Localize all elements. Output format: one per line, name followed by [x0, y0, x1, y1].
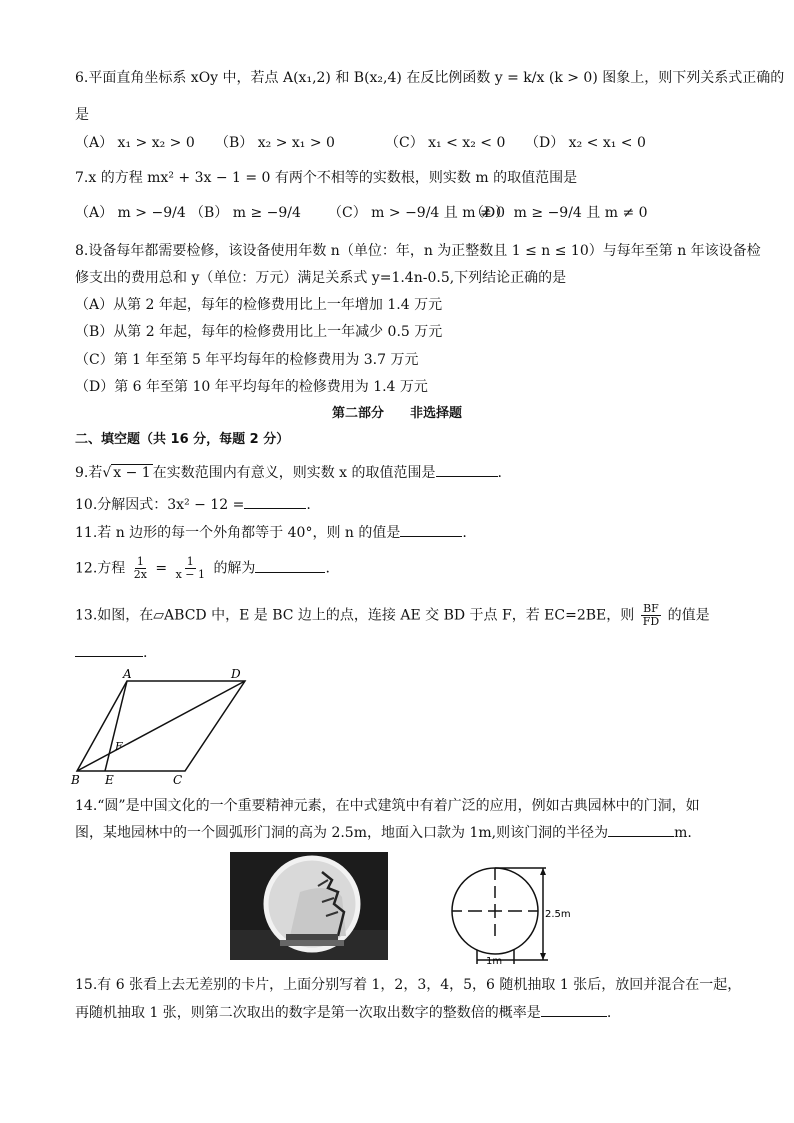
q13-fraction: $\frac{BF}{FD}$ — [642, 602, 660, 628]
q13-parallelogram-figure — [65, 668, 265, 788]
q13-answer-line: . — [75, 642, 734, 663]
q13-stem: 13.如图，在▱ABCD 中，E 是 BC 边上的点，连接 AE 交 BD 于点 F，若 EC=2BE，则 $\frac{BF}{FD}$ 的值是 — [75, 602, 710, 628]
q13-label-a: A — [123, 667, 132, 681]
q13-answer-blank[interactable] — [75, 642, 143, 657]
q6-option-c: （C） x₁ < x₂ < 0 — [385, 135, 506, 151]
q6-option-b: （B） x₂ > x₁ > 0 — [215, 135, 335, 151]
q14-moon-gate-photo — [230, 852, 388, 960]
q9-answer-blank[interactable] — [436, 462, 498, 477]
q10-answer-blank[interactable] — [244, 494, 306, 509]
fill-in-heading: 二、填空题（共 16 分，每题 2 分） — [75, 432, 290, 447]
q7-option-a: （A） m > −9/4 — [75, 205, 186, 221]
q13-label-b: B — [71, 773, 80, 787]
q6-option-d: （D） x₂ < x₁ < 0 — [525, 135, 646, 151]
q8-option-d: （D）第 6 年至第 10 年平均每年的检修费用为 1.4 万元 — [75, 379, 428, 395]
q13-label-c: C — [173, 773, 183, 787]
q14-width-label: 1m — [486, 956, 503, 967]
q14-circle-diagram — [448, 860, 571, 970]
q7-option-c: （C） m > −9/4 且 m ≠ 0 — [328, 205, 506, 221]
q8-option-b: （B）从第 2 年起，每年的检修费用比上一年减少 0.5 万元 — [75, 324, 443, 340]
q8-option-c: （C）第 1 年至第 5 年平均每年的检修费用为 3.7 万元 — [75, 352, 419, 368]
q7-option-d: （D） m ≥ −9/4 且 m ≠ 0 — [470, 205, 648, 221]
q13-label-e: E — [105, 773, 114, 787]
q11-stem: 11.若 n 边形的每一个外角都等于 40°，则 n 的值是 . — [75, 522, 734, 543]
q12-fraction-left: $\frac{1}{2x}$ — [133, 555, 147, 581]
q14-stem-line1: 14.“圆”是中国文化的一个重要精神元素，在中式建筑中有着广泛的应用，例如古典园林中的门洞，如 — [75, 798, 700, 814]
q7-option-b: （B） m ≥ −9/4 — [190, 205, 301, 221]
q14-stem-line2: 图，某地园林中的一个圆弧形门洞的高为 2.5m，地面入口款为 1m,则该门洞的半径为 m. — [75, 822, 734, 843]
q8-stem-line1: 8.设备每年都需要检修，该设备使用年数 n（单位：年，n 为正整数且 1 ≤ n ≤ 10）与每年至第 n 年该设备检 — [75, 243, 761, 259]
q9-radicand: x − 1 — [113, 465, 151, 481]
q14-answer-blank[interactable] — [608, 822, 674, 837]
q12-stem: 12.方程 $\frac{1}{2x}$ = $\frac{1}{x - 1}$ 的解为 . — [75, 555, 330, 581]
q14-height-label: 2.5m — [545, 909, 571, 920]
q15-stem-line1: 15.有 6 张看上去无差别的卡片，上面分别写着 1，2，3，4，5，6 随机抽取 1 张后，放回并混合在一起， — [75, 977, 742, 993]
q6-stem-cont: 是 — [75, 107, 89, 123]
q12-answer-blank[interactable] — [255, 558, 325, 573]
q9-stem: 9.若√ x − 1 在实数范围内有意义，则实数 x 的取值范围是 . — [75, 462, 734, 483]
q7-stem: 7.x 的方程 mx² + 3x − 1 = 0 有两个不相等的实数根，则实数 m 的取值范围是 — [75, 170, 578, 186]
q6-option-a: （A） x₁ > x₂ > 0 — [75, 135, 195, 151]
q8-option-a: （A）从第 2 年起，每年的检修费用比上一年增加 1.4 万元 — [75, 297, 443, 313]
q12-fraction-right: $\frac{1}{x - 1}$ — [175, 555, 205, 581]
q8-stem-line2: 修支出的费用总和 y（单位：万元）满足关系式 y=1.4n-0.5,下列结论正确的是 — [75, 270, 567, 286]
q11-answer-blank[interactable] — [400, 522, 462, 537]
q15-answer-blank[interactable] — [541, 1002, 607, 1017]
q13-label-f: F — [115, 740, 123, 753]
section-title: 第二部分 非选择题 — [331, 406, 462, 421]
q10-stem: 10.分解因式：3x² − 12 = . — [75, 494, 734, 515]
q6-stem: 6.平面直角坐标系 xOy 中，若点 A(x₁,2) 和 B(x₂,4) 在反比例函数 y = k/x (k > 0) 图象上，则下列关系式正确的 — [75, 70, 785, 86]
q15-stem-line2: 再随机抽取 1 张，则第二次取出的数字是第一次取出数字的整数倍的概率是 . — [75, 1002, 734, 1023]
q13-label-d: D — [231, 667, 241, 681]
